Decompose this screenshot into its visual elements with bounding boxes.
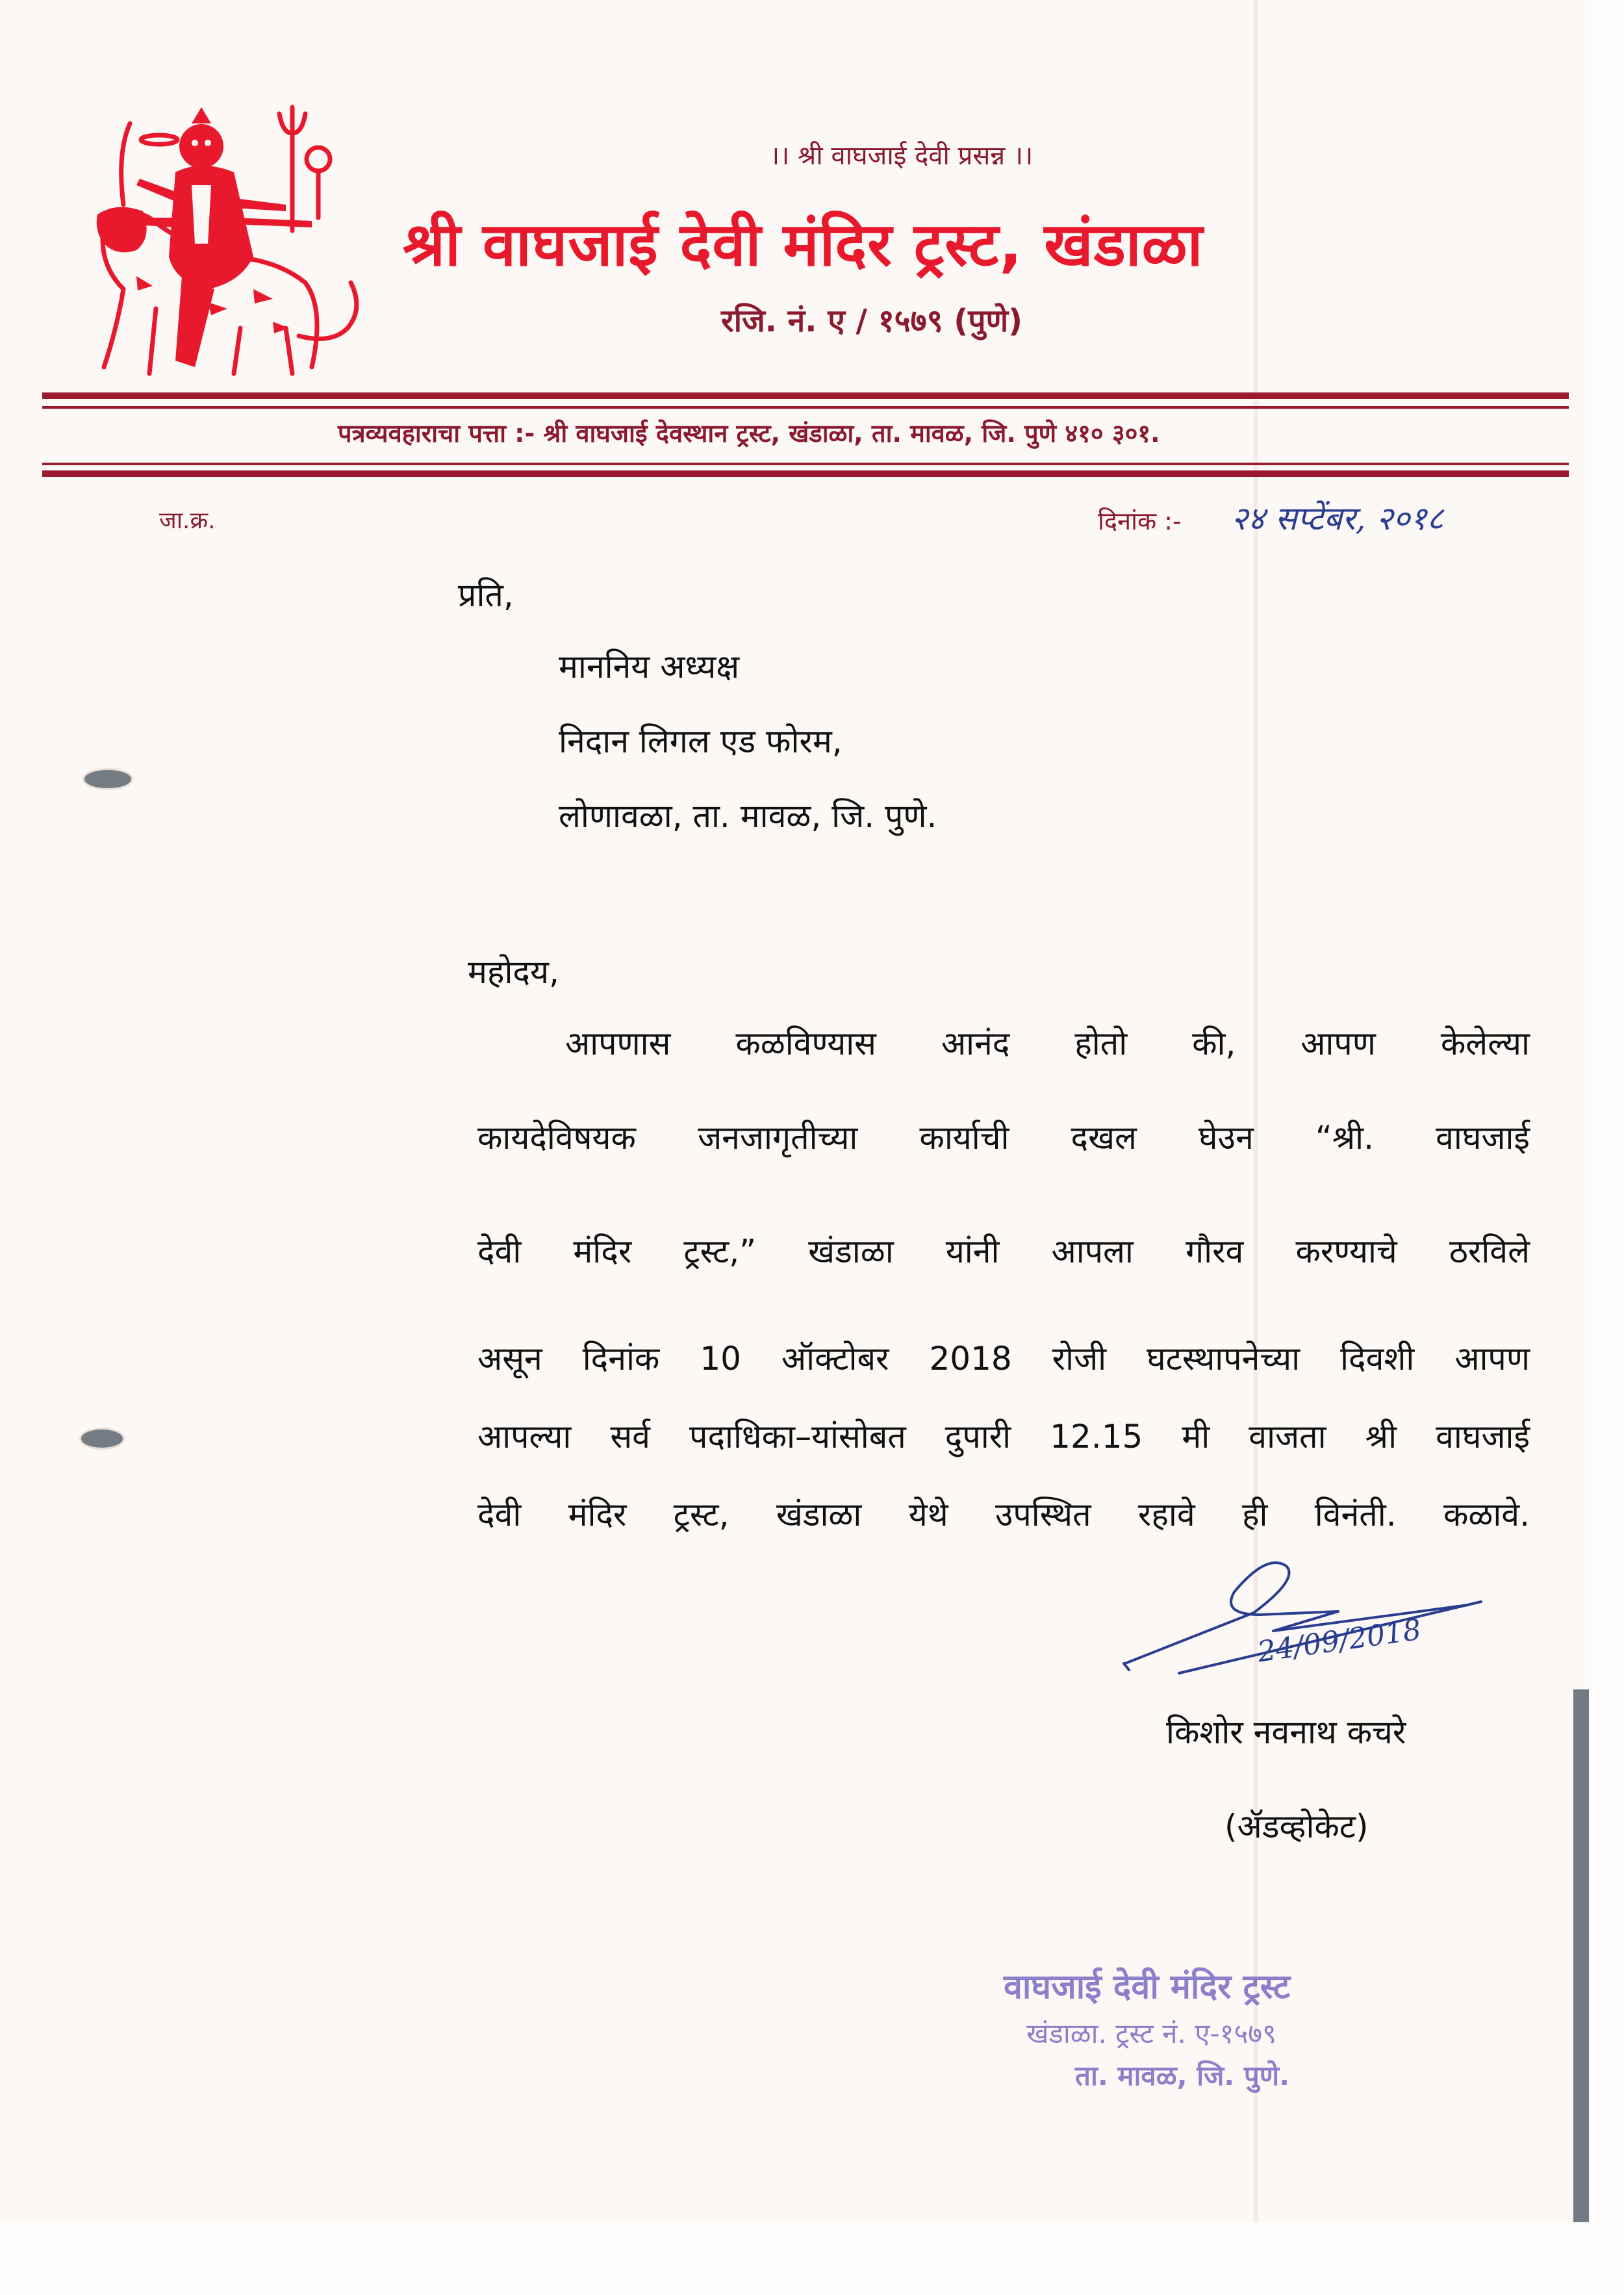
date-label: दिनांक :- (1098, 507, 1182, 535)
body-line: देवी मंदिर ट्रस्ट, खंडाळा येथे उपस्थित रहावे ही विनंती. कळावे. (477, 1496, 1530, 1533)
recipient-line: माननिय अध्यक्ष (559, 648, 740, 686)
signer-name: किशोर नवनाथ कचरे (1166, 1713, 1406, 1751)
punch-hole-top (84, 770, 131, 788)
recipient-line: लोणावळा, ता. मावळ, जि. पुणे. (559, 797, 937, 835)
goddess-on-tiger-emblem-icon (78, 94, 377, 387)
signature-date: 24/09/2018 (1255, 1613, 1423, 1669)
body-line: देवी मंदिर ट्रस्ट,” खंडाळा यांनी आपला गौरव करण्याचे ठरविले (477, 1233, 1530, 1270)
greeting: महोदय, (468, 953, 559, 991)
stamp-line: खंडाळा. ट्रस्ट नं. ए-१५७९ (1026, 2018, 1276, 2049)
registration-number: रजि. नं. ए / १५७९ (पुणे) (721, 303, 1023, 339)
header-rule-thick-bottom (42, 470, 1569, 477)
recipient-to: प्रति, (458, 576, 514, 614)
organization-name: श्री वाघजाई देवी मंदिर ट्रस्ट, खंडाळा (403, 210, 1204, 279)
punch-hole-bottom (81, 1430, 123, 1448)
reference-number-label: जा.क्र. (159, 507, 216, 534)
recipient-line: निदान लिगल एड फोरम, (559, 723, 843, 760)
correspondence-address: पत्रव्यवहाराचा पत्ता :- श्री वाघजाई देवस्थान ट्रस्ट, खंडाळा, ता. मावळ, जि. पुणे ४१० ३०१. (338, 419, 1160, 448)
body-line: कायदेविषयक जनजागृतीच्या कार्याची दखल घेउन “श्री. वाघजाई (477, 1119, 1530, 1157)
handwritten-signature-icon (1117, 1540, 1507, 1696)
body-line: आपणास कळविण्यास आनंद होतो की, आपण केलेल्या (565, 1025, 1530, 1062)
invocation-text: ।। श्री वाघजाई देवी प्रसन्न ।। (770, 141, 1034, 171)
stamp-line: ता. मावळ, जि. पुणे. (1075, 2060, 1290, 2092)
header-rule-thick-top (42, 392, 1569, 399)
page-edge-shadow (1573, 1689, 1589, 2222)
stamp-line: वाघजाई देवी मंदिर ट्रस्ट (1004, 1968, 1291, 2007)
body-line: असून दिनांक 10 ऑक्टोबर 2018 रोजी घटस्थापनेच्या दिवशी आपण (477, 1340, 1530, 1378)
fold-line (1254, 0, 1258, 2222)
header-rule-thin-top (42, 406, 1569, 409)
header-rule-thin-bottom (42, 463, 1569, 465)
signer-title: (ॲडव्होकेट) (1224, 1808, 1369, 1845)
handwritten-date: २४ सप्टेंबर, २०१८ (1231, 500, 1444, 537)
body-line: आपल्या सर्व पदाधिका–यांसोबत दुपारी 12.15 मी वाजता श्री वाघजाई (477, 1418, 1530, 1455)
